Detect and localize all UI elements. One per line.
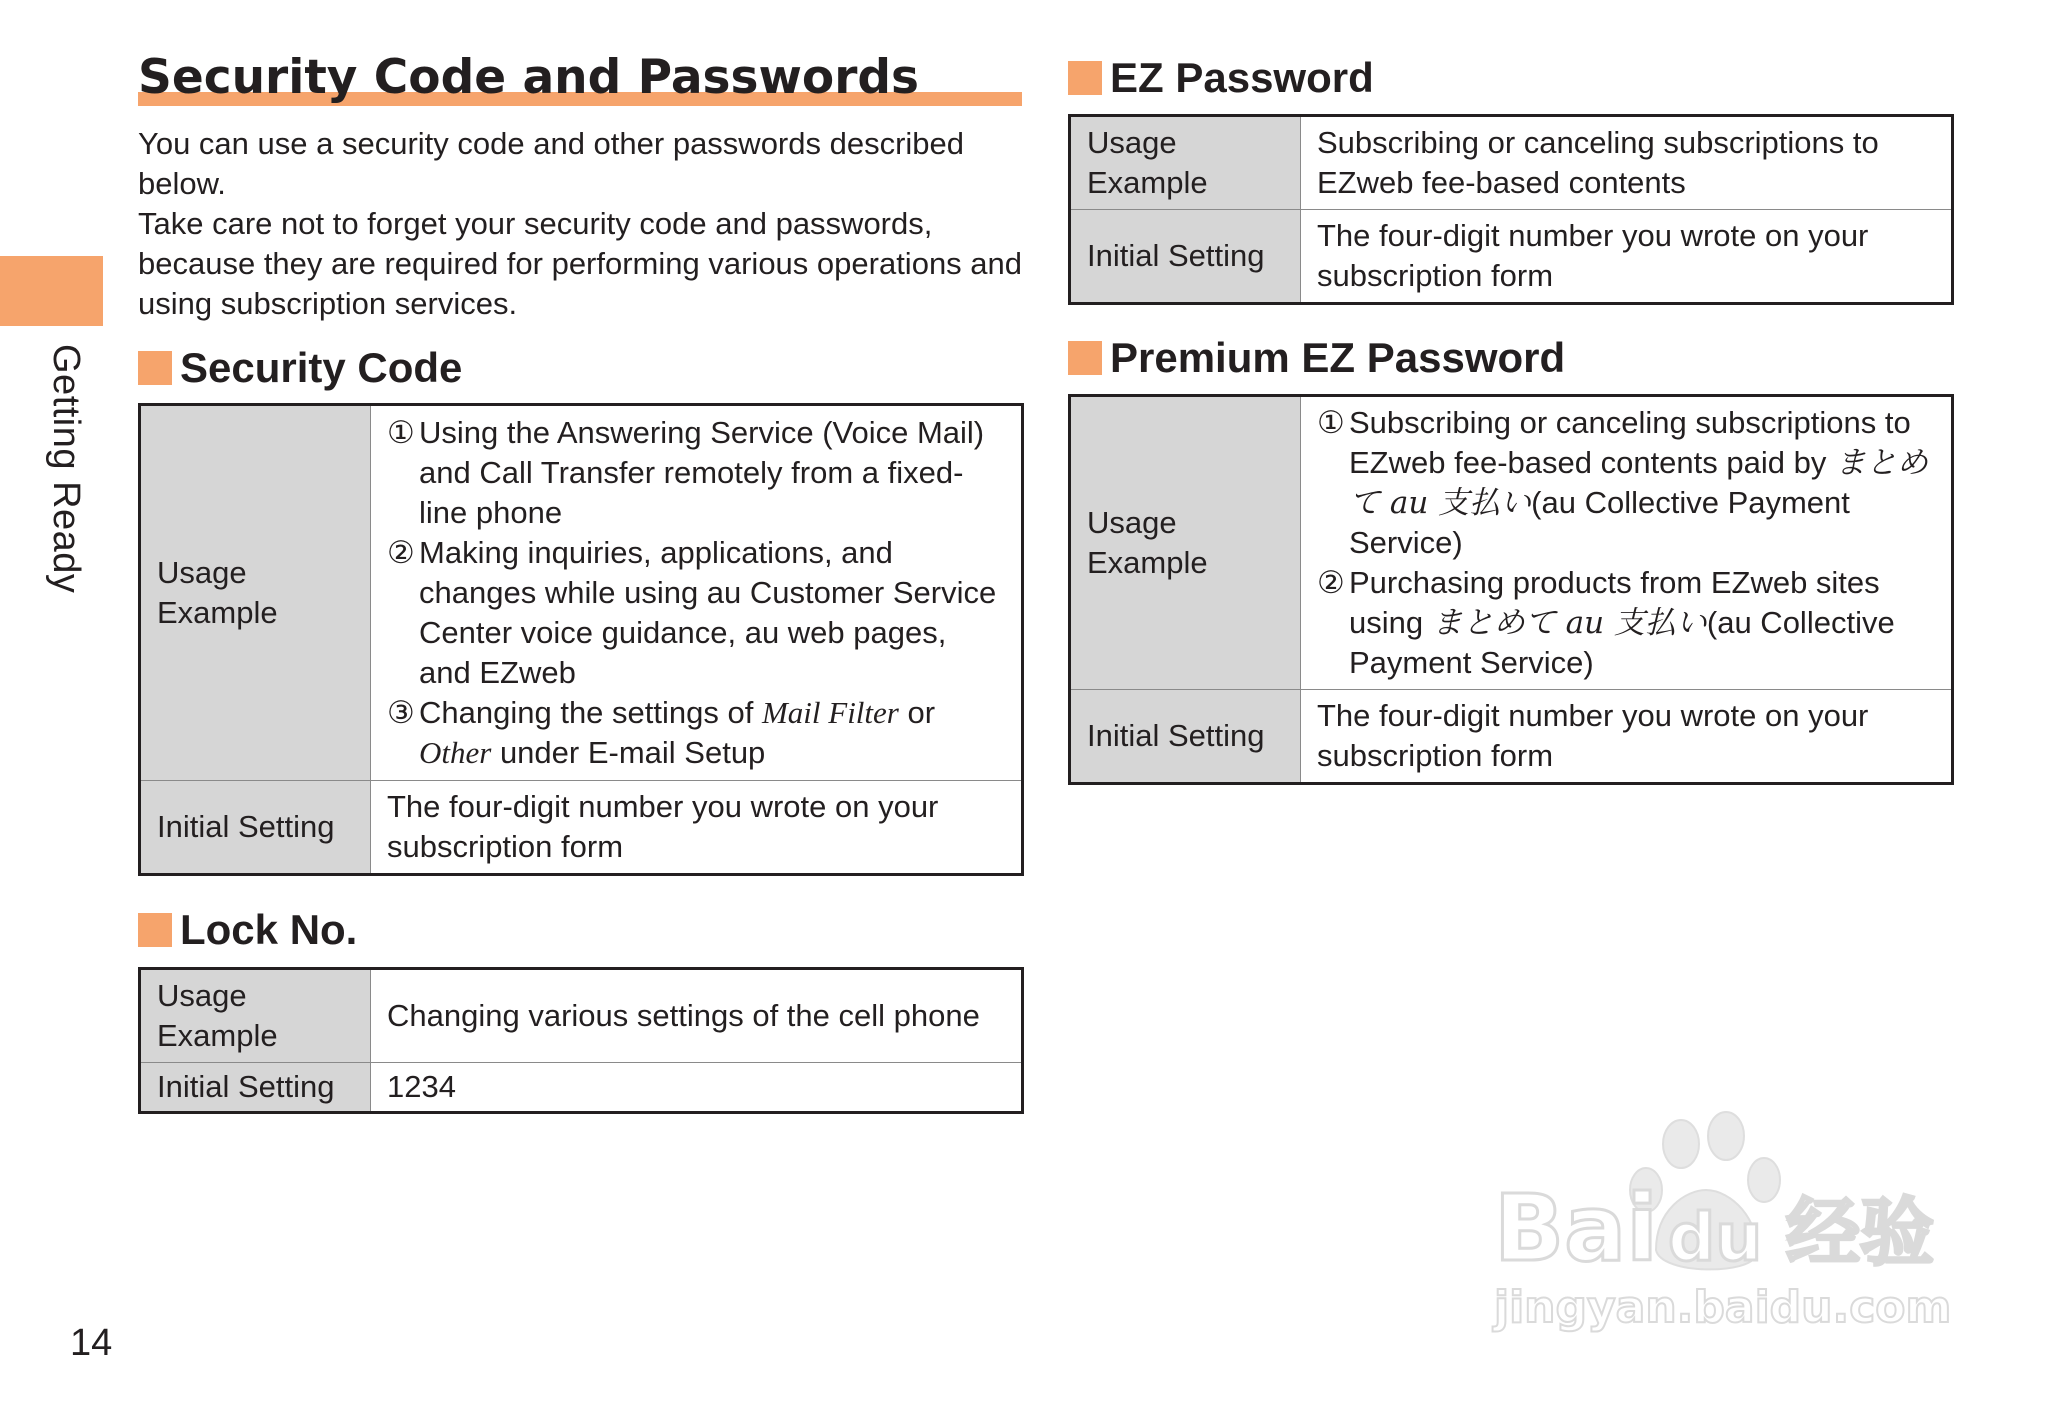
page-title	[138, 52, 1024, 108]
baidu-jingyan-watermark	[1486, 1110, 1966, 1340]
watermark-cn: 经验	[1786, 1190, 1934, 1276]
item-text: Subscribing or canceling subscriptions to EZweb fee-based contents paid by	[1349, 405, 1911, 480]
lock-no-table	[138, 967, 1024, 1114]
ez-password-table	[1068, 114, 1954, 305]
section-marker-icon	[138, 351, 172, 385]
item-number: ①	[1317, 405, 1345, 440]
section-marker-icon	[1068, 341, 1102, 375]
list-item	[387, 413, 1005, 533]
side-tab-label: Getting Ready	[45, 344, 87, 594]
watermark-brand-du: du	[1668, 1199, 1763, 1276]
table-row	[140, 781, 1023, 875]
section-marker-icon	[1068, 61, 1102, 95]
initial-setting-value: The four-digit number you wrote on your subscription form	[1301, 210, 1953, 304]
table-row	[140, 1063, 1023, 1113]
table-row	[140, 969, 1023, 1063]
item-text: under E-mail Setup	[491, 735, 766, 770]
item-text: (au Collective Payment Service)	[1349, 485, 1850, 560]
section-heading-lock-no	[138, 906, 357, 954]
usage-example-value	[371, 405, 1023, 781]
table-row	[140, 405, 1023, 781]
item-number: ②	[1317, 565, 1345, 600]
watermark-url: jingyan.baidu.com	[1494, 1282, 1952, 1333]
intro-text	[138, 124, 1024, 324]
section-marker-icon	[138, 913, 172, 947]
initial-setting-label: Initial Setting	[140, 781, 371, 875]
menu-name-other: Other	[419, 735, 492, 770]
section-heading-security-code	[138, 344, 462, 392]
initial-setting-label: Initial Setting	[1070, 690, 1301, 784]
list-item	[1317, 403, 1935, 563]
initial-setting-label: Initial Setting	[140, 1063, 371, 1113]
table-row	[1070, 396, 1953, 690]
premium-ez-password-table	[1068, 394, 1954, 785]
initial-setting-value: The four-digit number you wrote on your subscription form	[371, 781, 1023, 875]
initial-setting-label: Initial Setting	[1070, 210, 1301, 304]
item-number: ③	[387, 695, 415, 730]
item-number: ①	[387, 415, 415, 450]
item-text: Making inquiries, applications, and changes while using au Customer Service Center voice guidance, au web pages, and EZweb	[419, 535, 997, 690]
section-title: Premium EZ Password	[1110, 334, 1566, 381]
item-number: ②	[387, 535, 415, 570]
initial-setting-value: 1234	[371, 1063, 1023, 1113]
usage-example-value: Subscribing or canceling subscriptions to EZweb fee-based contents	[1301, 116, 1953, 210]
page-number: 14	[70, 1322, 113, 1364]
usage-example-label: Usage Example	[1070, 396, 1301, 690]
item-text: (au Collective Payment Service)	[1349, 605, 1895, 680]
service-name-matomete-au: まとめて au 支払い	[1431, 605, 1707, 641]
table-row	[1070, 690, 1953, 784]
usage-example-label: Usage Example	[140, 969, 371, 1063]
menu-name-mail-filter: Mail Filter	[761, 695, 899, 730]
security-code-table	[138, 403, 1024, 876]
usage-example-label: Usage Example	[140, 405, 371, 781]
section-title: EZ Password	[1110, 54, 1374, 101]
table-row	[1070, 116, 1953, 210]
list-item	[387, 693, 1005, 773]
section-title: Security Code	[180, 344, 463, 391]
section-title: Lock No.	[180, 906, 358, 953]
watermark-brand: Bai	[1494, 1175, 1658, 1282]
service-name-matomete-au: まとめて au 支払い	[1349, 445, 1928, 521]
list-item	[1317, 563, 1935, 683]
page-title-text: Security Code and Passwords	[138, 50, 920, 105]
side-tab-marker	[0, 256, 103, 326]
item-text: Purchasing products from EZweb sites using	[1349, 565, 1880, 640]
usage-example-value	[1301, 396, 1953, 690]
intro-paragraph: You can use a security code and other passwords described below.	[138, 126, 965, 201]
item-text: or	[898, 695, 936, 730]
item-text: Using the Answering Service (Voice Mail) and Call Transfer remotely from a fixed-line phone	[419, 415, 985, 530]
list-item	[387, 533, 1005, 693]
table-row	[1070, 210, 1953, 304]
usage-example-label: Usage Example	[1070, 116, 1301, 210]
intro-paragraph: Take care not to forget your security code and passwords, because they are required for performing various operations and using subscription services.	[138, 206, 1023, 321]
section-heading-premium-ez-password	[1068, 334, 1565, 382]
initial-setting-value: The four-digit number you wrote on your subscription form	[1301, 690, 1953, 784]
usage-example-value: Changing various settings of the cell phone	[371, 969, 1023, 1063]
section-heading-ez-password	[1068, 54, 1374, 102]
item-text: Changing the settings of	[419, 695, 762, 730]
